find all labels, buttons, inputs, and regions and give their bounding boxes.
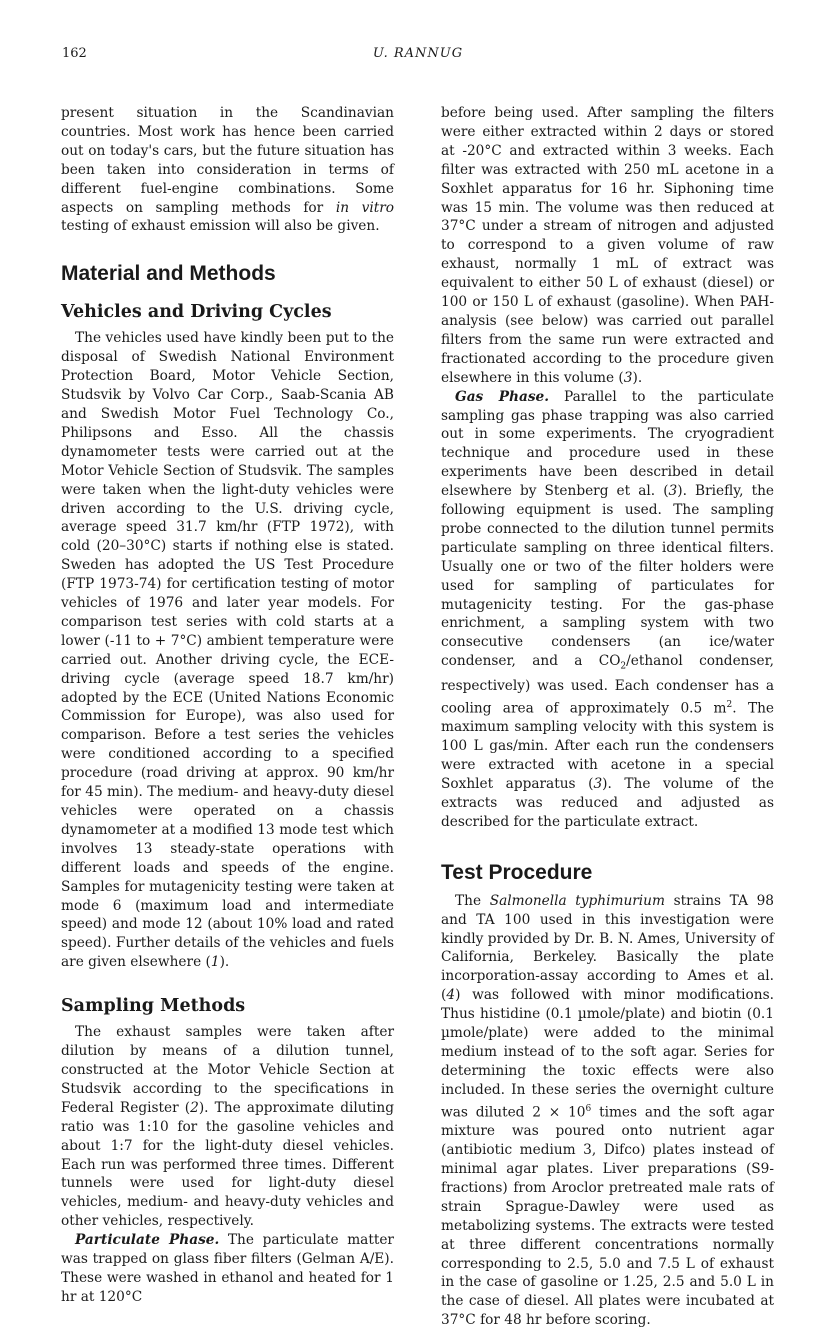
in-vitro-emphasis: in vitro [335, 199, 394, 216]
section-heading-material-methods: Material and Methods [61, 262, 276, 286]
page-number: 162 [62, 46, 87, 61]
reference-3: 3 [668, 483, 678, 500]
running-header [62, 46, 774, 68]
intro-continued-paragraph: present situation in the Scandinavian countries. Most work has hence been carried out on today's cars, but the future situation has been taken into consideration in terms of different fuel-engine combinations. Some aspects on sampling methods for in vitro testing of exhaust emission will also be given. [61, 105, 394, 235]
sampling-paragraph: The exhaust samples were taken after dilution by means of a dilution tunnel, constructed at the Motor Vehicle Section at Studsvik according to the specifications in Federal Register (2). The approximate diluting ratio was 1:10 for the gasoline vehicles and about 1:7 for the light-duty diesel vehicles. Each run was performed three times. Different tunnels were used for light-duty diesel vehicles, medium- and heavy-duty vehicles and other vehicles, respectively. [61, 1024, 394, 1230]
right-column [441, 104, 774, 1330]
gas-phase-paragraph: Gas Phase. Parallel to the particulate sampling gas phase trapping was also carried out in some experiments. The cryogradient technique and procedure used in these experiments have been described in detail elsewhere by Stenberg et al. (3). Briefly, the following equipment is used. The sampling probe connected to the dilution tunnel permits particulate sampling on three identical filters. Usually one or two of the filter holders were used for sampling of particulates for mutagenicity testing. For the gas-phase enrichment, a sampling system with two consecutive condensers (an ice/water condenser, and a $CO_2$/ethanol condenser, respectively) was used. Each condenser has a cooling area of approximately 0.5 $m^2$. The maximum sampling velocity with this system is 100 L gas/min. After each run the condensers were extracted with acetone in a special Soxhlet apparatus (3). The volume of the extracts was reduced and adjusted as described for the particulate extract. [441, 388, 775, 830]
subheading-vehicles-driving-cycles: Vehicles and Driving Cycles [61, 302, 332, 323]
left-column [61, 104, 394, 1307]
reference-4: 4 [446, 987, 456, 1004]
species-name: Salmonella typhimurium [489, 892, 665, 909]
reference-3: 3 [623, 369, 633, 386]
running-title: U. RANNUG [372, 46, 464, 61]
particulate-continued-paragraph: before being used. After sampling the filters were either extracted within 2 days or stored at -20°C and extracted within 3 weeks. Each filter was extracted with 250 mL acetone in a Soxhlet apparatus for 16 hr. Siphoning time was 15 min. The volume was then reduced at 37°C under a stream of nitrogen and adjusted to correspond to a given volume of raw exhaust, normally 1 mL of extract was equivalent to either 50 L of exhaust (diesel) or 100 or 150 L of exhaust (gasoline). When PAH-analysis (see below) was carried out parallel filters from the same run were extracted and fractionated according to the procedure given elsewhere in this volume (3). [441, 105, 774, 386]
subheading-sampling-methods: Sampling Methods [61, 996, 246, 1017]
gas-phase-label: Gas Phase. [455, 388, 550, 405]
test-procedure-paragraph: The Salmonella typhimurium strains TA 98 and TA 100 used in this investigation were kindly provided by Dr. B. N. Ames, University of California, Berkeley. Basically the plate incorporation-assay according to Ames et al. (4) was followed with minor modifications. Thus histidine (0.1 µmole/plate) and biotin (0.1 µmole/plate) were added to the minimal medium instead of to the soft agar. Series for determining the toxic effects were also included. In these series the overnight culture was diluted $2 \times 10^6$ times and the soft agar mixture was poured onto nutrient agar (antibiotic medium 3, Difco) plates instead of minimal agar plates. Liver preparations (S9-fractions) from Aroclor pretreated male rats of strain Sprague-Dawley were used as metabolizing systems. The extracts were tested at three different concentrations normally corresponding to 2.5, 5.0 and 7.5 L of exhaust in the case of gasoline or 1.25, 2.5 and 5.0 L in the case of diesel. All plates were incubated at 37°C for 48 hr before scoring. [441, 892, 774, 1329]
reference-3: 3 [593, 776, 603, 793]
section-heading-test-procedure: Test Procedure [441, 860, 593, 884]
particulate-phase-paragraph: Particulate Phase. The particulate matter was trapped on glass fiber filters (Gelman A/E). These were washed in ethanol and heated for 1 hr at 120°C [61, 1232, 394, 1305]
particulate-phase-label: Particulate Phase. [75, 1232, 220, 1249]
reference-2: 2 [190, 1099, 199, 1116]
vehicles-paragraph: The vehicles used have kindly been put to the disposal of Swedish National Environment Protection Board, Motor Vehicle Section, Studsvik by Volvo Car Corp., Saab-Scania AB and Swedish Motor Fuel Technology Co., Philipsons and Esso. All the chassis dynamometer tests were carried out at the Motor Vehicle Section of Studsvik. The samples were taken when the light-duty vehicles were driven according to the U.S. driving cycle, average speed 31.7 km/hr (FTP 1972), with cold (20–30°C) starts if nothing else is stated. Sweden has adopted the US Test Procedure (FTP 1973-74) for certification testing of motor vehicles of 1976 and later year models. For comparison test series with cold starts at a lower (-11 to + 7°C) ambient temperature were carried out. Another driving cycle, the ECE-driving cycle (average speed 18.7 km/hr) adopted by the ECE (United Nations Economic Commission for Europe), was also used for comparison. Before a test series the vehicles were conditioned according to a specified procedure (road driving at approx. 90 km/hr for 45 min). The medium- and heavy-duty diesel vehicles were operated on a chassis dynamometer at a modified 13 mode test which involves 13 steady-state operations with different loads and speeds of the engine. Samples for mutagenicity testing were taken at mode 6 (maximum load and intermediate speed) and mode 12 (about 10% load and rated speed). Further details of the vehicles and fuels are given elsewhere (1). [61, 330, 394, 971]
reference-1: 1 [210, 954, 220, 971]
